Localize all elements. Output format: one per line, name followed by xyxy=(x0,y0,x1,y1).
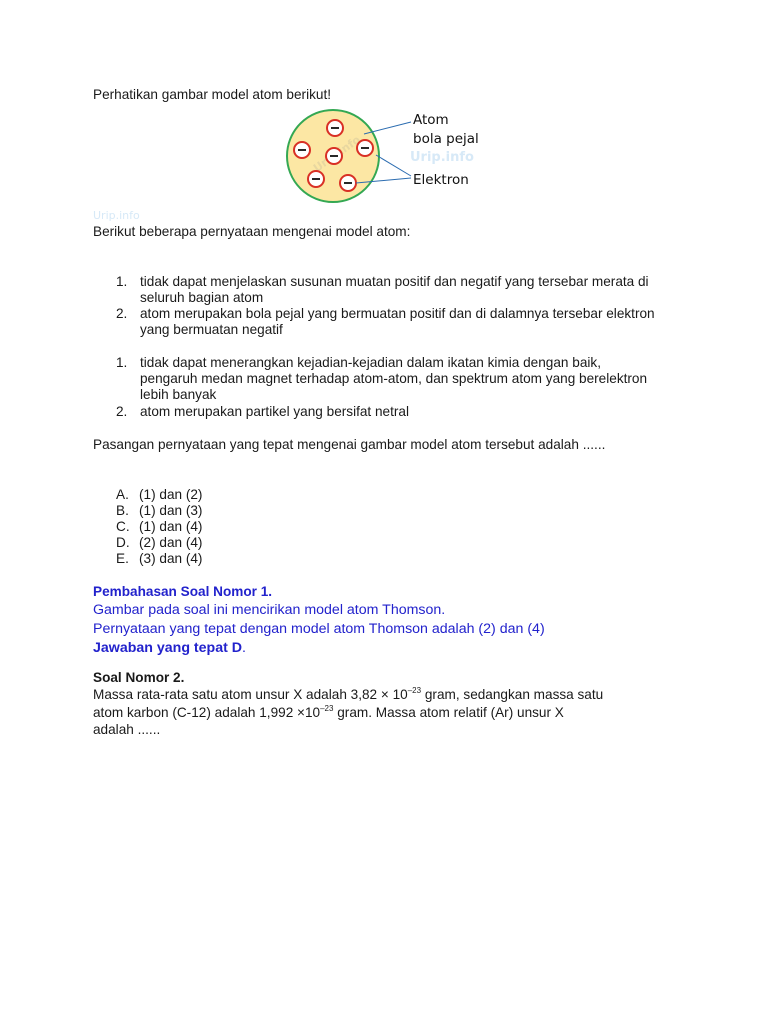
question-text: Pasangan pernyataan yang tepat mengenai gambar model atom tersebut adalah ...... xyxy=(93,437,606,452)
statement-list-1 xyxy=(116,274,676,340)
watermark-right: Urip.info xyxy=(410,150,474,165)
option-b: B. (1) dan (3) xyxy=(116,503,203,518)
statement-list-2 xyxy=(116,355,676,425)
answer-options xyxy=(116,487,316,569)
answer-line: Jawaban yang tepat D. xyxy=(93,640,246,656)
intro-text: Perhatikan gambar model atom berikut! xyxy=(93,87,332,102)
leader-atom xyxy=(364,122,411,134)
list-item: 2. atom merupakan partikel yang bersifat netral xyxy=(116,404,409,419)
label-atom: Atom xyxy=(413,112,449,128)
option-e: E. (3) dan (4) xyxy=(116,551,203,566)
label-bola-pejal: bola pejal xyxy=(413,131,479,147)
question2-line-3: adalah ...... xyxy=(93,722,161,737)
electron-4 xyxy=(326,148,342,164)
discussion-line-1: Gambar pada soal ini mencirikan model atom Thomson. xyxy=(93,602,446,618)
question2-heading: Soal Nomor 2. xyxy=(93,670,185,685)
electron-2 xyxy=(294,142,310,158)
option-a: A. (1) dan (2) xyxy=(116,487,203,502)
statements-intro: Berikut beberapa pernyataan mengenai model atom: xyxy=(93,224,411,239)
electron-1 xyxy=(327,120,343,136)
leader-elektron-1 xyxy=(376,155,411,176)
discussion-heading: Pembahasan Soal Nomor 1. xyxy=(93,584,273,599)
option-c: C. (1) dan (4) xyxy=(116,519,203,534)
question2-line-2: atom karbon (C-12) adalah $1,992 \times 10^{-23}$ gram. Massa atom relatif (Ar) unsur X xyxy=(93,704,564,720)
list-item: 1. tidak dapat menerangkan kejadian-kejadian dalam ikatan kimia dengan baik, pengaruh medan magnet terhadap atom-atom, dan spektrum atom yang berelektron lebih banyak xyxy=(116,355,648,402)
option-d: D. (2) dan (4) xyxy=(116,535,203,550)
electron-3 xyxy=(357,140,373,156)
discussion-line-2: Pernyataan yang tepat dengan model atom Thomson adalah (2) dan (4) xyxy=(93,621,545,637)
list-item: 2. atom merupakan bola pejal yang bermuatan positif dan di dalamnya tersebar elektron yang bermuatan negatif xyxy=(116,306,655,337)
list-item: 1. tidak dapat menjelaskan susunan muatan positif dan negatif yang tersebar merata di seluruh bagian atom xyxy=(116,274,649,305)
question2-line-1: Massa rata-rata satu atom unsur X adalah $3,82 \times 10^{-23}$ gram, sedangkan massa satu xyxy=(93,686,604,702)
electron-5 xyxy=(308,171,324,187)
watermark-small: Urip.info xyxy=(93,209,140,222)
electron-6 xyxy=(340,175,356,191)
label-elektron: Elektron xyxy=(413,172,469,188)
